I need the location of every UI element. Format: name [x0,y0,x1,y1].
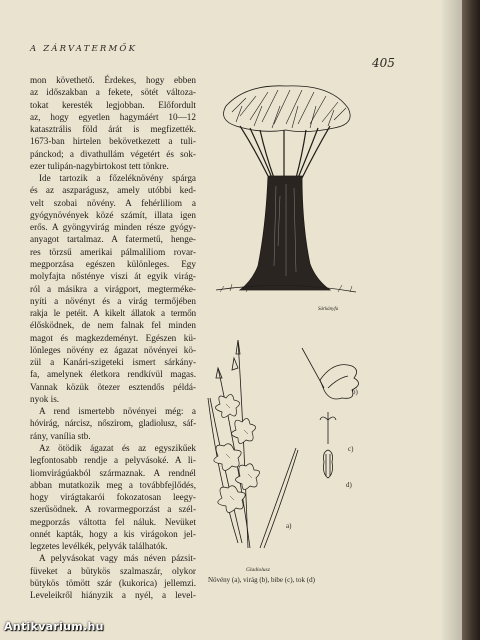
dragon-tree-drawing [206,76,366,316]
text-line: Vannak közük ötezer esztendős példá- [30,381,196,392]
text-line: legfontosabb rendje a pelyvásoké. A li- [30,455,196,466]
book-binding-edge [462,0,480,640]
text-line: fa, amelynek életkora rendkívül magas. [30,369,196,380]
text-line: magot és magkezdeményt. Egészen kü- [30,332,196,343]
label-a: a) [286,522,292,530]
text-line: Az ötödik ágazat és az egyszikűek [39,442,196,453]
text-line: katasztrális föld árát is megfizették. [30,124,196,135]
text-line: zül a Kanári-szigeteki ismert sárkány- [30,357,196,368]
label-c: c) [348,445,354,453]
gladiolus-caption: Növény (a), virág (b), bibe (c), tok (d) [208,576,315,584]
text-line: füveket a bütykös szalmaszár, olykor [30,565,196,576]
gladiolus-details [294,340,372,510]
text-line: anyagot tartalmaz. A fatermetű, henge- [30,234,196,245]
text-line: res törzsű amerikai pálmaliliom rovar- [30,246,196,257]
text-line: az időszakban a fekete, sötét változa- [30,87,196,98]
text-line: megporzása egészen különleges. Egy [30,258,196,269]
label-d: d) [346,481,352,489]
text-line: A rend ismertebb növényei még: a [39,406,196,417]
text-line: hogy virágtakarói fokozatosan leegy- [30,492,196,503]
text-line: tokat keresték legjobban. Előfordult [30,99,196,110]
page-number: 405 [372,56,395,70]
label-b: b) [352,388,358,396]
text-line: nyíti a növényt és a virág termőjében [30,295,196,306]
gladiolus-caption-title: Gladiolusz [246,567,270,573]
text-line: az, hogy egyetlen hagymáért 10—12 [30,111,196,122]
watermark: Antikvarium.hu [4,620,104,633]
text-line: 1673-ban hirtelen bekövetkezett a tuli- [30,136,196,147]
text-line: bütykös tömött szár (kukorica) jellemzi. [30,577,196,588]
text-line: onnét kapták, hogy a kis virágokon jel- [30,528,196,539]
text-line: liomvirágúakból származnak. A rendnél [30,467,196,478]
text-line: rakja le petéit. A kikelt állatok a termőn [30,308,196,319]
text-line: pánckod; a divathullám végetért és sok- [30,148,196,159]
running-head: A ZÁRVATERMŐK [30,44,138,54]
text-line: ról a másikra a virágport, megterméke- [30,283,196,294]
text-line: Ide tartozik a főzeléknövény spárga [39,173,196,184]
text-line: lönleges növény ez ágazat növényei kö- [30,344,196,355]
text-line: Leveleikről hiányzik a nyél, a level- [30,590,196,601]
text-line: mon követhető. Érdekes, hogy ebben [30,75,196,85]
text-line: megporzás váltotta fel náluk. Nevüket [30,516,196,527]
body-text-column [30,74,196,601]
text-line: velt szobai növény. A fehérliliom a [30,197,196,208]
text-line: erős. A gyöngyvirág minden része gyógy- [30,222,196,233]
text-line: és az aszparágusz, amely utóbbi ked- [30,185,196,196]
dragon-tree-illustration [206,76,366,316]
text-line: rány, vanília stb. [30,430,91,441]
text-line: molyfajta nősténye viszi át egyik virág- [30,271,196,282]
text-line: szerűsödnek. A rovarmegporzást a szél- [30,504,196,515]
text-line: gyógynövények közé számít, illata igen [30,209,196,220]
text-line: A pelyvásokat vagy más néven pázsit- [39,553,196,564]
gladiolus-plant-drawing [198,338,308,558]
text-line: legzetes levélkék, pelyvák találhatók. [30,541,168,552]
text-line: hóvirág, nárcisz, nőszirom, gladiolusz, sáf- [30,418,196,429]
text-line: élősködnek, de nem falnak fel minden [30,320,196,331]
text-line: abban mutatkozik meg a továbbfejlődés, [30,479,196,490]
gladiolus-detail-drawing [294,340,372,510]
text-line: ezer tulipán-nagybirtokost tett tönkre. [30,160,169,171]
text-line: nyok is. [30,393,60,404]
tree-caption: Sárkányfa [318,307,339,312]
